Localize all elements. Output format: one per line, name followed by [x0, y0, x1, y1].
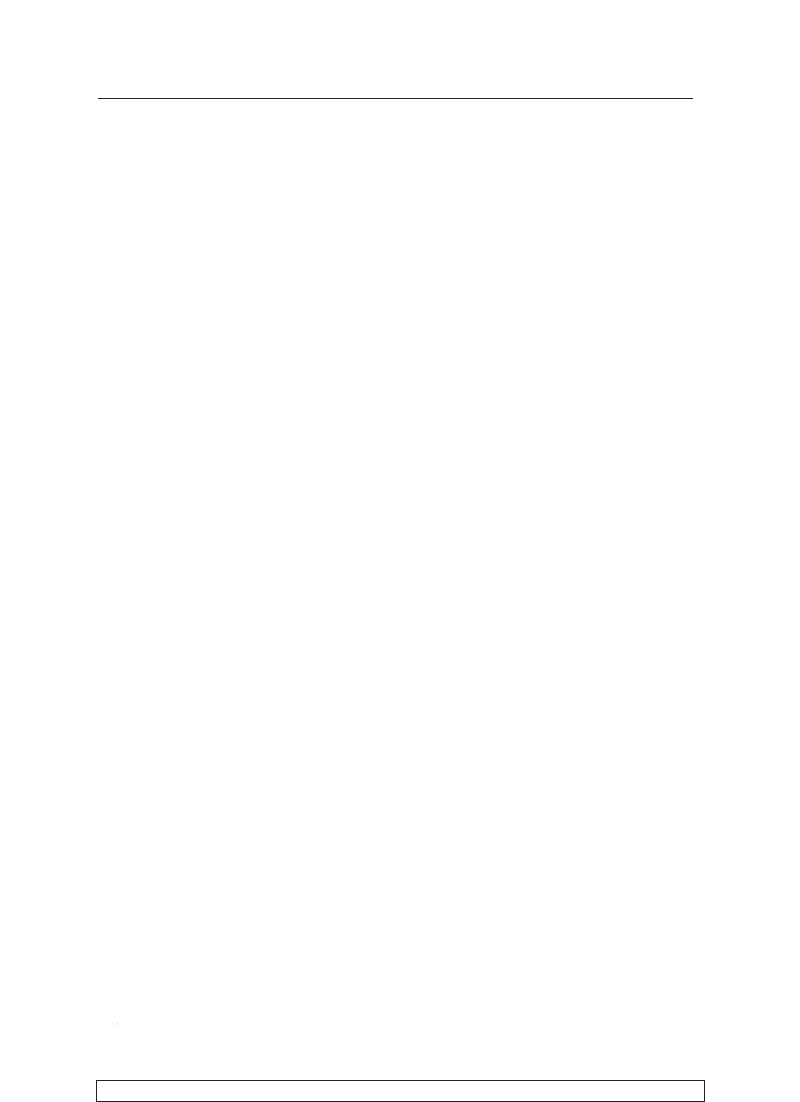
bottom-frame: [96, 1080, 705, 1102]
scan-dot: ·: [116, 1020, 119, 1029]
